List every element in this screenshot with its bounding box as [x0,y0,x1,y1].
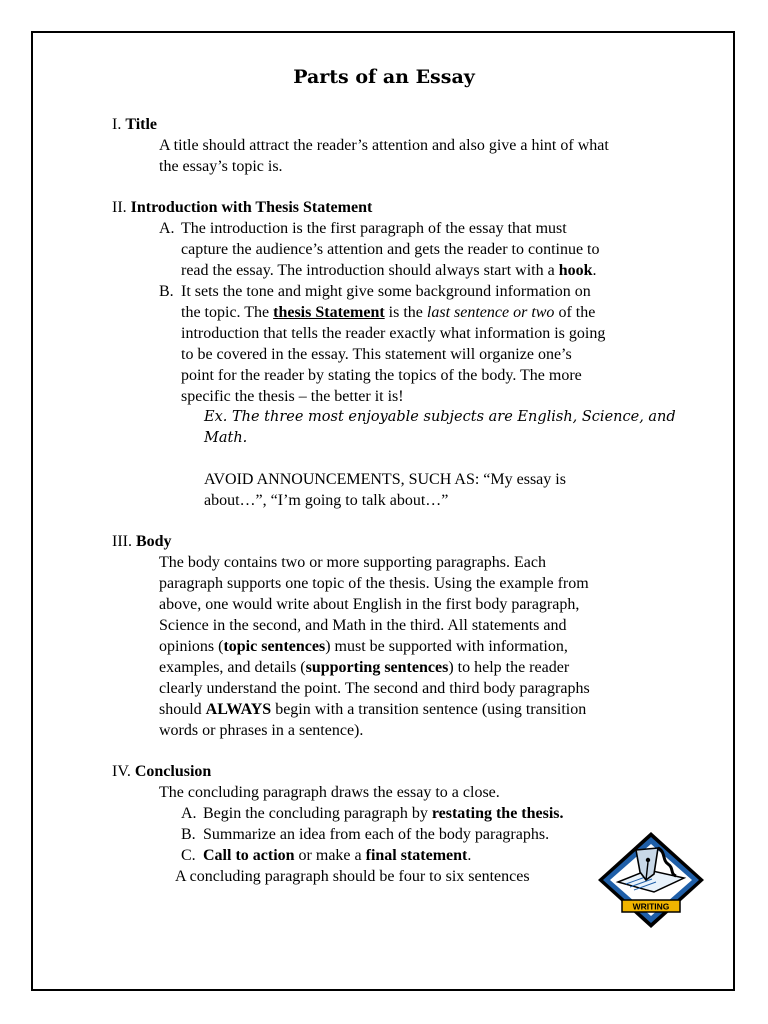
text-run: of the [554,304,596,321]
bold-term-restating: restating the thesis. [431,805,564,822]
body-text-line: Science in the second, and Math in the third. All statements and [159,617,567,634]
bold-term-supporting-sentences: supporting sentences [305,659,449,676]
body-text-line: It sets the tone and might give some background information on [181,283,591,300]
body-text-line: capture the audience’s attention and gets the reader to continue to [181,241,600,258]
bold-term-call-to-action: Call to action [203,847,295,864]
section-heading: Title [125,116,158,133]
body-text-line [181,260,596,281]
section-conclusion-heading [112,761,211,782]
section-number: I. [112,116,122,133]
list-marker: A. [181,805,197,822]
body-text-line: The concluding paragraph draws the essay to a close. [159,784,500,801]
text-run: ) must be supported with information, [325,638,568,655]
text-run: or make a [294,847,366,864]
section-number: II. [112,199,127,216]
badge-label: WRITING [632,901,670,912]
body-text-line [159,657,569,678]
body-text-line [203,845,471,866]
bold-term-topic-sentences: topic sentences [223,638,326,655]
text-run: begin with a transition sentence (using transition [271,701,587,718]
body-text-line: The introduction is the first paragraph of the essay that must [181,220,567,237]
list-marker: A. [159,220,175,237]
body-text-line: clearly understand the point. The second and third body paragraphs [159,680,590,697]
body-text-line: above, one would write about English in the first body paragraph, [159,596,580,613]
text-run: examples, and details ( [159,659,306,676]
section-title-heading [112,114,157,135]
body-text-line [181,302,595,323]
text-run: the topic. The [181,304,274,321]
thesis-statement-term: thesis Statement [273,304,385,321]
text-run: should [159,701,206,718]
body-text-line: words or phrases in a sentence). [159,722,364,739]
section-body-heading [112,531,172,552]
avoid-line: AVOID ANNOUNCEMENTS, SUCH AS: “My essay is [204,471,566,488]
text-run: opinions ( [159,638,224,655]
body-text-line [159,636,568,657]
section-intro-heading [112,197,372,218]
body-text-line: The body contains two or more supporting paragraphs. Each [159,554,547,571]
body-text-line [159,699,586,720]
body-text-line: introduction that tells the reader exactly what information is going [181,325,606,342]
body-text-line: A concluding paragraph should be four to six sentences [175,868,530,885]
list-marker: B. [181,826,196,843]
body-text-line [203,803,564,824]
body-text-line: point for the reader by stating the topics of the body. The more [181,367,582,384]
bold-term-always: ALWAYS [205,701,272,718]
list-marker: C. [181,847,196,864]
body-text-line: the essay’s topic is. [159,158,283,175]
list-marker: B. [159,283,174,300]
text-run: ) to help the reader [448,659,570,676]
bold-term-final-statement: final statement [365,847,468,864]
writing-badge-icon [596,830,706,930]
example-line: Ex. The three most enjoyable subjects are English, Science, and [204,409,676,425]
body-text-line: paragraph supports one topic of the thesis. Using the example from [159,575,589,592]
body-text-line: A title should attract the reader’s attention and also give a hint of what [159,137,609,154]
page-title: Parts of an Essay [293,66,475,88]
example-line: Math. [204,430,248,446]
section-heading: Introduction with Thesis Statement [130,199,373,216]
text-run: . [592,262,597,279]
section-number: IV. [112,763,131,780]
section-heading: Body [135,533,172,550]
body-text-line: Summarize an idea from each of the body paragraphs. [203,826,550,843]
text-run: . [467,847,472,864]
text-run: Begin the concluding paragraph by [203,805,432,822]
bold-term-hook: hook [558,262,593,279]
section-heading: Conclusion [134,763,212,780]
italic-text: last sentence or two [426,304,555,321]
section-number: III. [112,533,132,550]
text-run: read the essay. The introduction should always start with a [181,262,559,279]
avoid-line: about…”, “I’m going to talk about…” [204,492,449,509]
body-text-line: specific the thesis – the better it is! [181,388,404,405]
body-text-line: to be covered in the essay. This statement will organize one’s [181,346,572,363]
text-run: is the [384,304,427,321]
